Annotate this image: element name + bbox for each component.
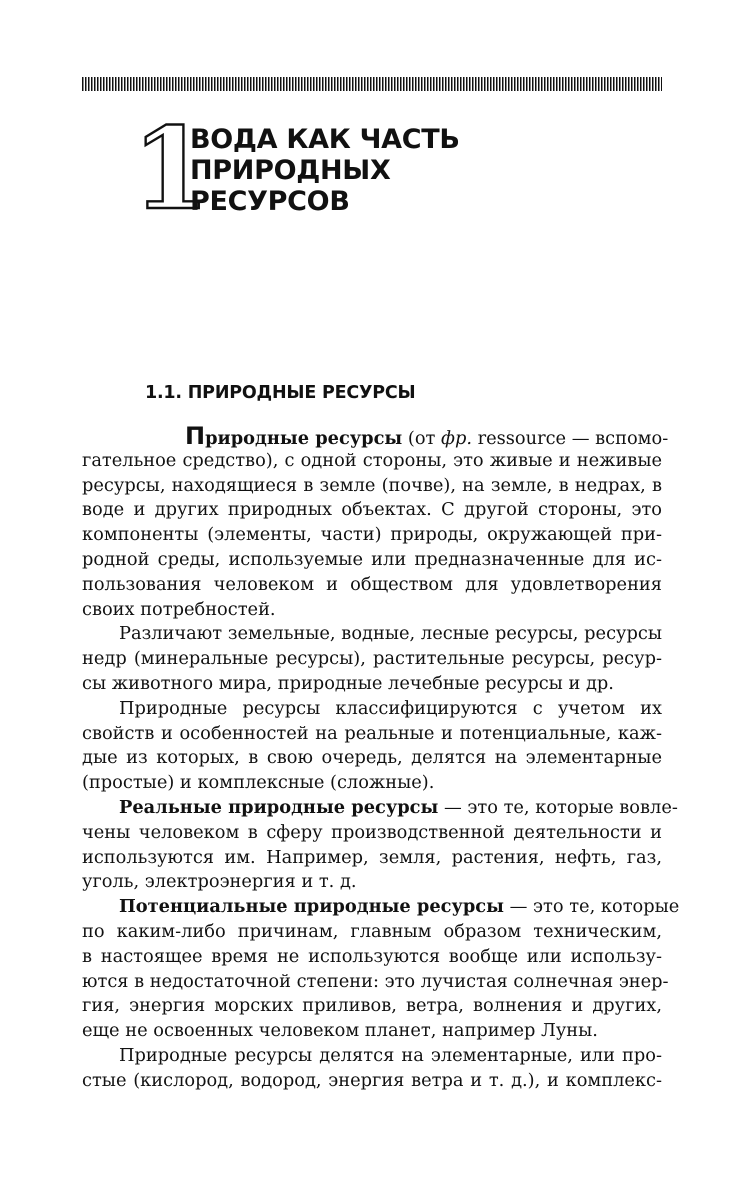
header-rule xyxy=(82,77,662,91)
paragraph-line: уголь, электроэнергия и т. д. xyxy=(82,871,357,893)
paragraph-line: еще не освоенных человеком планет, например Луны. xyxy=(82,1020,598,1042)
paragraph-line: Природные ресурсы классифицируются с учетом их xyxy=(119,697,662,719)
text-run: — это те, которые вовле- xyxy=(438,796,678,818)
paragraph-line: по каким-либо причинам, главным образом техническим, xyxy=(82,920,662,942)
paragraph-line: чены человеком в сферу производственной деятельности и xyxy=(82,821,662,843)
chapter-number-glyph: 1 xyxy=(132,104,210,235)
text-run: ressource — вспомо- xyxy=(472,428,669,449)
paragraph-line: Различают земельные, водные, лесные ресурсы, ресурсы xyxy=(119,623,662,645)
paragraph-line: компоненты (элементы, части) природы, окружающей при- xyxy=(82,524,662,546)
section-heading: 1.1. ПРИРОДНЫЕ РЕСУРСЫ xyxy=(145,383,416,403)
paragraph-line: недр (минеральные ресурсы), растительные ресурсы, ресур- xyxy=(82,648,662,670)
paragraph-line: родной среды, используемые или предназначенные для ис- xyxy=(82,548,662,570)
body-text xyxy=(82,422,680,1094)
paragraph-line: сы животного мира, природные лечебные ресурсы и др. xyxy=(82,672,614,694)
text-run: (от xyxy=(402,428,442,449)
paragraph-line: ресурсы, находящиеся в земле (почве), на земле, в недрах, в xyxy=(82,474,662,496)
paragraph-line: стые (кислород, водород, энергия ветра и т. д.), и комплекс- xyxy=(82,1069,662,1091)
paragraph-line: используются им. Например, земля, растения, нефть, газ, xyxy=(82,846,662,868)
paragraph-line xyxy=(82,422,669,450)
paragraph-line: Природные ресурсы делятся на элементарные, или про- xyxy=(119,1044,662,1066)
term-bold: риродные ресурсы xyxy=(205,428,403,449)
paragraph-line xyxy=(82,895,680,920)
paragraph-line: пользования человеком и обществом для удовлетворения xyxy=(82,573,662,595)
paragraph-line: в настоящее время не используются вообще или использу- xyxy=(82,945,662,967)
paragraph-line: гия, энергия морских приливов, ветра, волнения и других, xyxy=(82,995,662,1017)
chapter-number xyxy=(128,104,210,235)
text-run: — это те, которые xyxy=(503,896,680,918)
chapter-title: ВОДА КАК ЧАСТЬ ПРИРОДНЫХ РЕСУРСОВ xyxy=(190,124,460,217)
abbr-italic: фр. xyxy=(441,428,472,449)
paragraph-line: гательное средство), с одной стороны, это живые и неживые xyxy=(82,449,662,471)
paragraph-line: своих потребностей. xyxy=(82,598,276,620)
paragraph-line: дые из которых, в свою очередь, делятся на элементарные xyxy=(82,747,662,769)
paragraph-line: воде и других природных объектах. С другой стороны, это xyxy=(82,499,662,521)
term-bold: Потенциальные природные ресурсы xyxy=(119,896,504,918)
paragraph-line: (простые) и комплексные (сложные). xyxy=(82,772,435,794)
drop-cap: П xyxy=(185,422,206,450)
paragraph-line: свойств и особенностей на реальные и потенциальные, каж- xyxy=(82,722,662,744)
term-bold: Реальные природные ресурсы xyxy=(119,796,439,818)
paragraph-line xyxy=(82,796,678,821)
paragraph-line: ются в недостаточной степени: это лучистая солнечная энер- xyxy=(82,970,669,992)
